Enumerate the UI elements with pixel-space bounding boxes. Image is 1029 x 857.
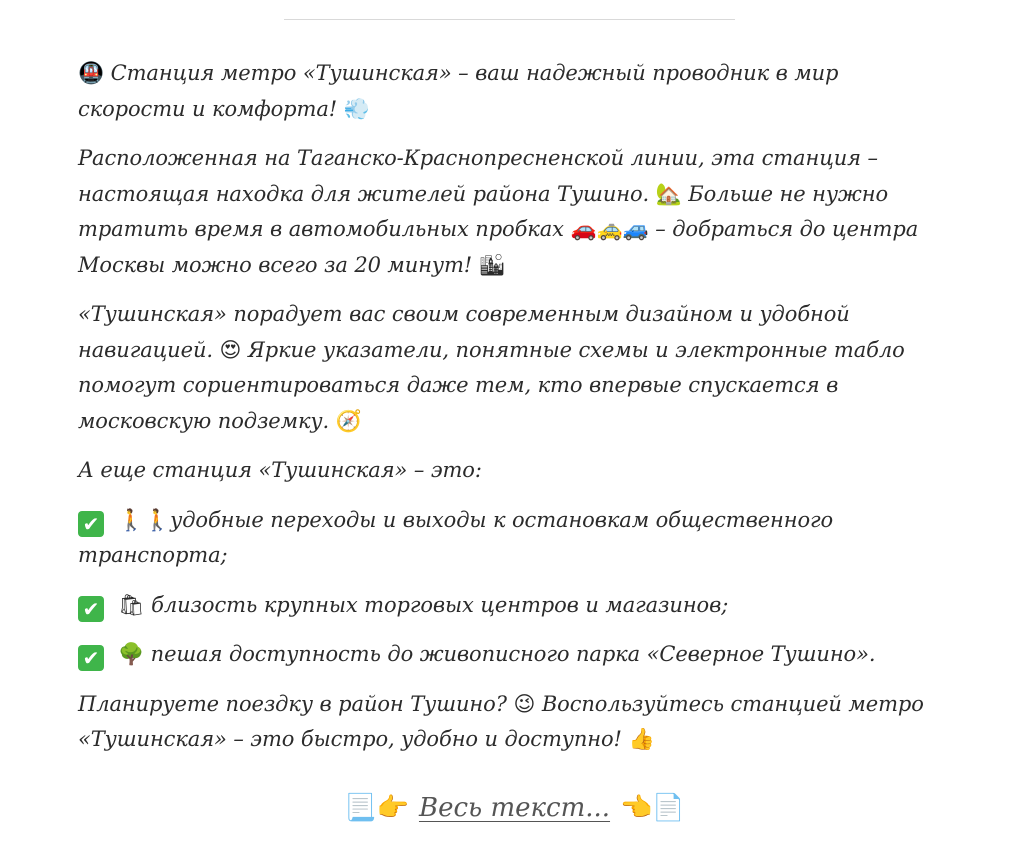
dash-icon: 💨 [343,96,370,121]
compass-icon: 🧭 [335,408,362,433]
list-item [78,637,950,673]
list-item-text: близость крупных торговых центров и магазинов; [144,592,729,617]
design-paragraph [78,297,950,439]
closing-paragraph [78,687,950,758]
top-divider [284,19,735,20]
tree-icon: 🌳 [118,642,145,666]
shopping-bags-icon: 🛍 [118,592,145,617]
list-item [78,588,950,624]
wink-icon: 😉 [513,691,536,716]
house-icon: 🏡 [655,181,682,206]
location-text-1: Расположенная на Таганско-Краснопресненской линии, эта станция – настоящая находка для жителей района Тушино. [78,146,878,206]
design-text-2: Яркие указатели, понятные схемы и электронные табло помогут сориентироваться даже тем, кто впервые спускается в московскую подземку. [78,337,905,433]
location-paragraph [78,141,950,283]
page-pointing-right-icon: 📃👉 [344,793,409,823]
list-item-text: пешая доступность до живописного парка «Северное Тушино». [144,642,876,666]
thumbs-up-icon: 👍 [628,727,655,751]
cars-icon: 🚗🚕🚙 [570,217,649,241]
heart-eyes-icon: 😍 [219,337,242,362]
article-body [78,56,950,772]
list-intro [78,453,950,489]
intro-text: Станция метро «Тушинская» – ваш надежный проводник в мир скорости и комфорта! [78,61,839,121]
metro-icon: 🚇 [78,61,105,85]
location-text-3: – добраться до центра Москвы можно всего за 20 минут! [78,217,919,277]
city-icon: 🏙 [478,252,506,277]
checkmark-icon: ✔ [78,511,104,537]
intro-paragraph [78,56,950,127]
read-more-row [0,790,1029,826]
walking-people-icon: 🚶🚶 [118,507,171,532]
list-item-text: удобные переходы и выходы к остановкам общественного транспорта; [78,507,834,567]
location-text-2: Больше не нужно тратить время в автомобильных пробках [78,181,888,241]
checkmark-icon: ✔ [78,596,104,622]
checkmark-icon: ✔ [78,645,104,671]
list-item [78,503,950,574]
closing-text-1: Планируете поездку в район Тушино? [78,691,514,716]
closing-text-2: Воспользуйтесь станцией метро «Тушинская» – это быстро, удобно и доступно! [78,691,924,751]
design-text-1: «Тушинская» порадует вас своим современным дизайном и удобной навигацией. [78,302,850,362]
pointing-left-page-icon: 👈📄 [620,793,685,823]
read-more-link[interactable]: Весь текст... [418,793,611,823]
list-intro-text: А еще станция «Тушинская» – это: [78,458,482,482]
